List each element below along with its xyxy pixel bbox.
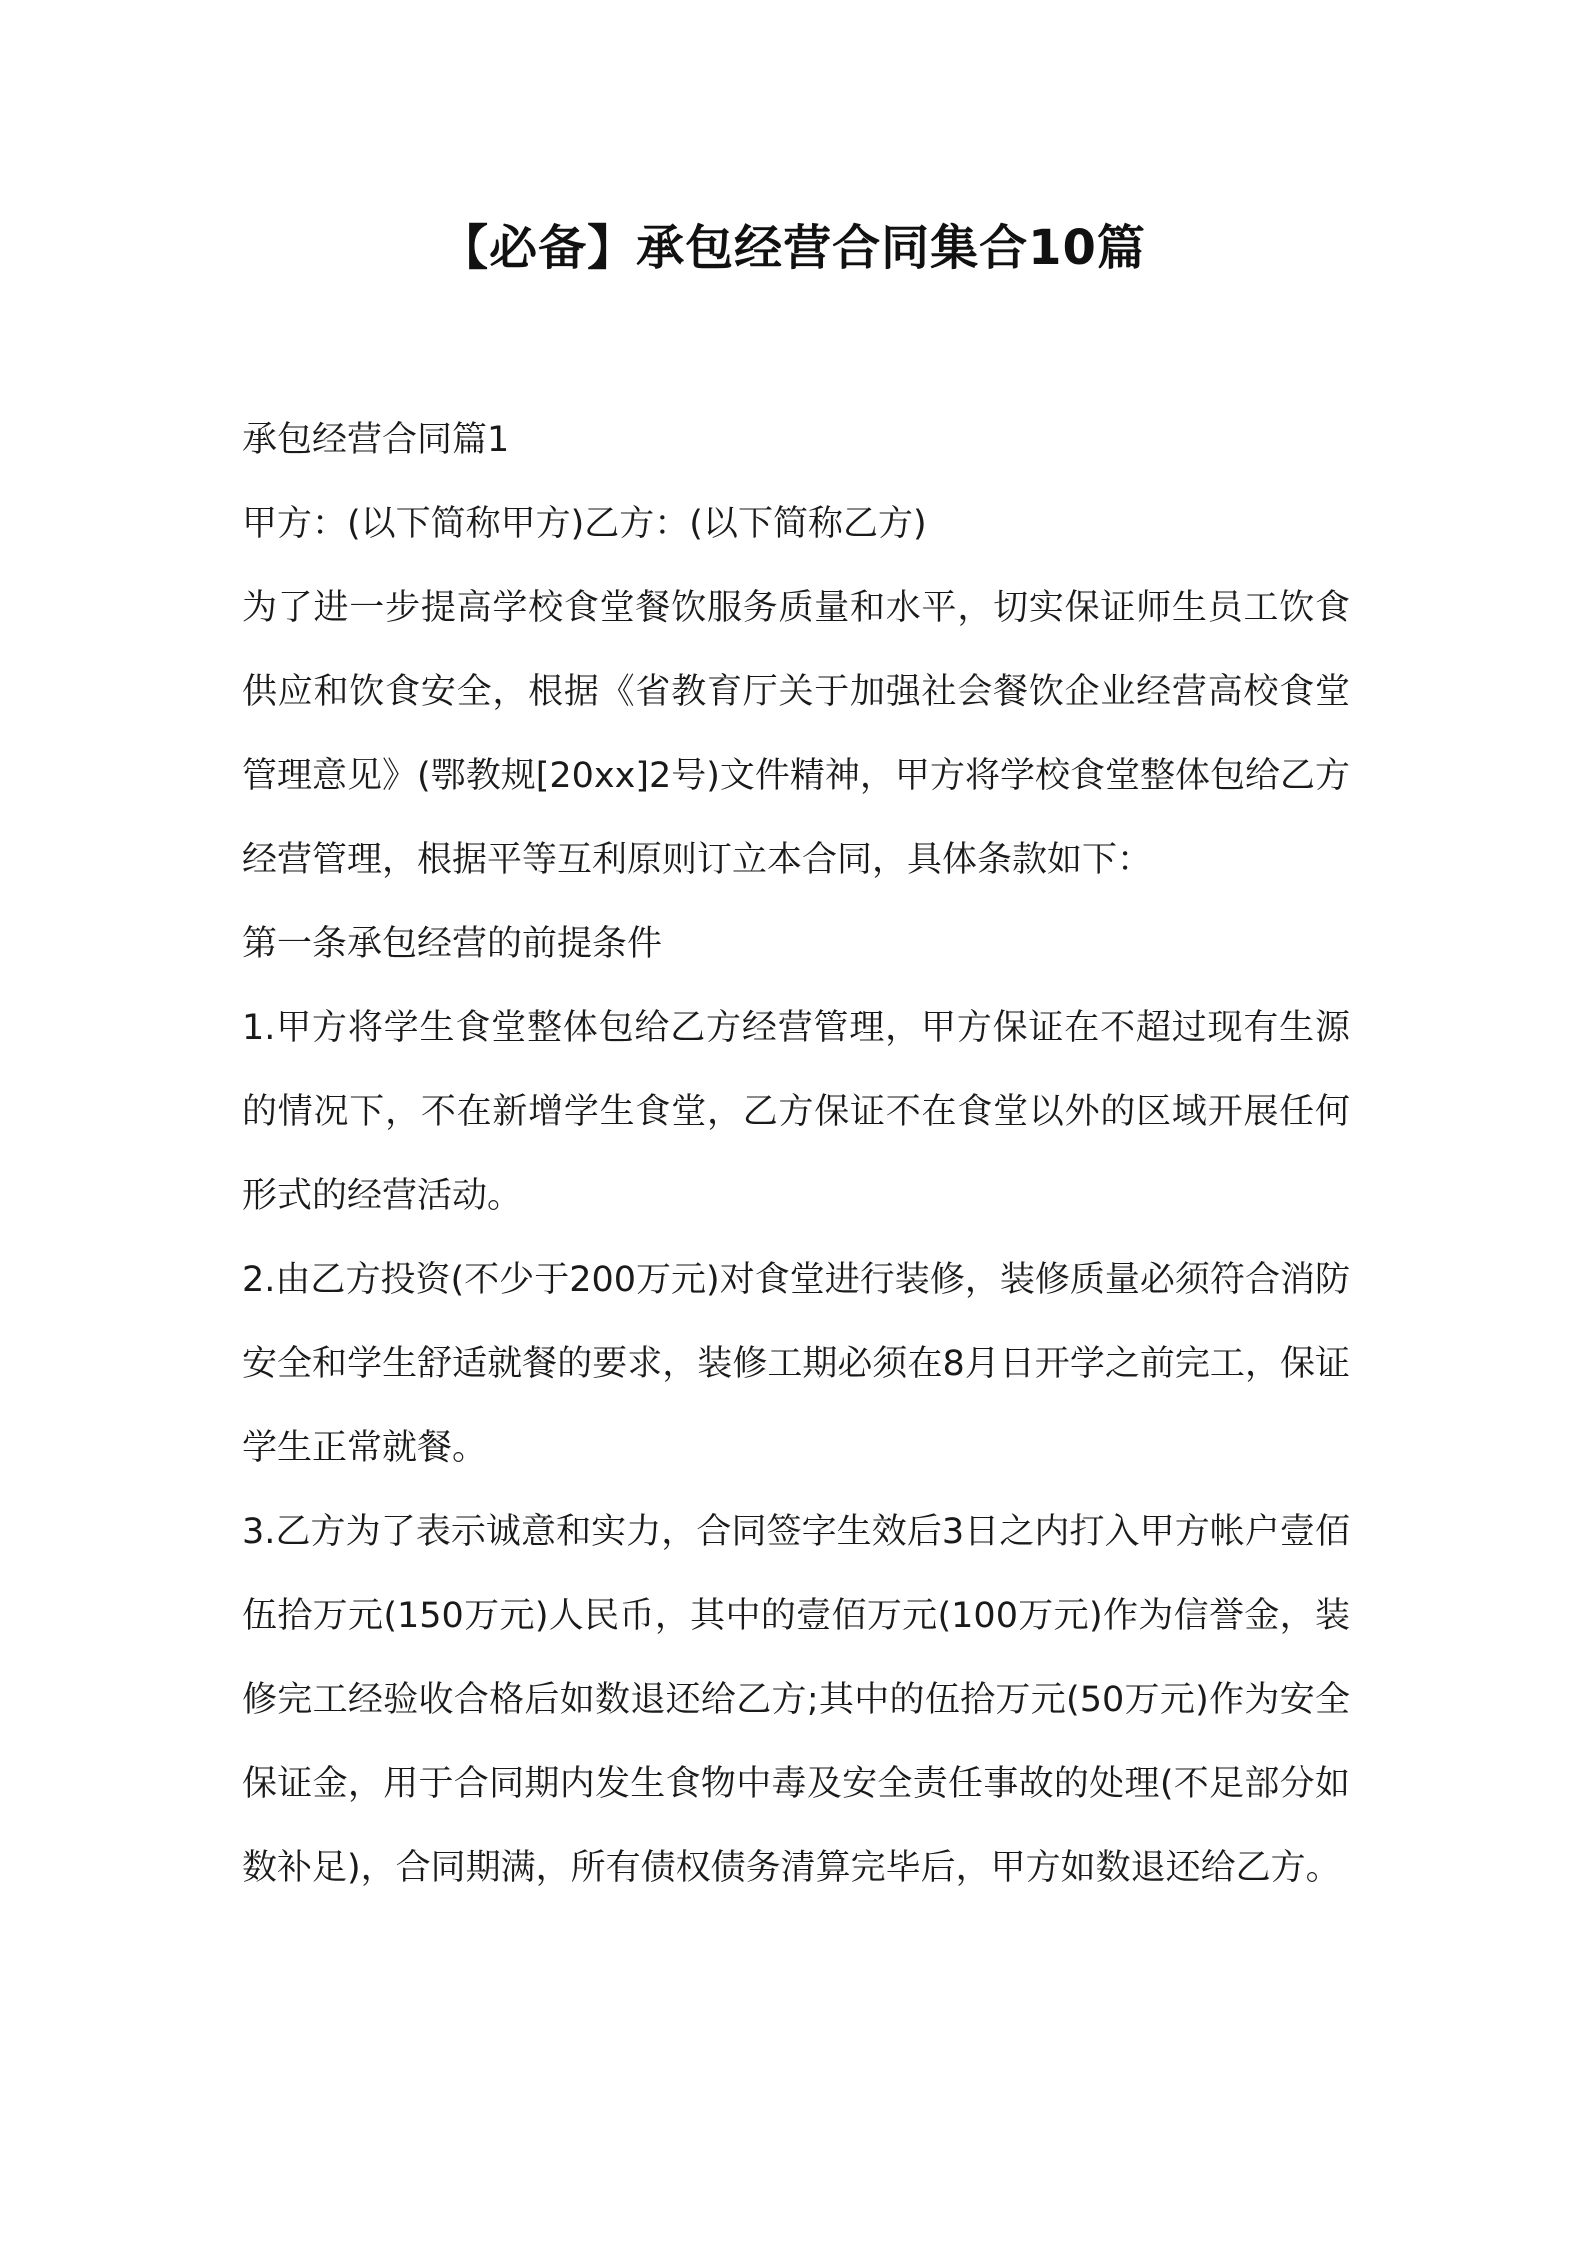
document-title: 【必备】承包经营合同集合10篇 [440, 220, 1146, 276]
section-heading: 承包经营合同篇1 [242, 420, 510, 460]
parties-line: 甲方：(以下简称甲方)乙方：(以下简称乙方) [242, 504, 927, 544]
clause-3: 3.乙方为了表示诚意和实力，合同签字生效后3日之内打入甲方帐户壹佰伍拾万元(150万元)人民币，其中的壹佰万元(100万元)作为信誉金，装修完工经验收合格后如数退还给乙方;其中的伍拾万元(50万元)作为安全保证金，用于合同期内发生食物中毒及安全责任事故的处理(不足部分如数补足)，合同期满，所有债权债务清算完毕后，甲方如数退还给乙方。 [242, 1512, 1350, 1888]
article-heading: 第一条承包经营的前提条件 [242, 924, 663, 964]
document-body [242, 398, 1350, 1910]
clause-2: 2.由乙方投资(不少于200万元)对食堂进行装修，装修质量必须符合消防安全和学生舒适就餐的要求，装修工期必须在8月日开学之前完工，保证学生正常就餐。 [242, 1260, 1350, 1468]
preamble-paragraph: 为了进一步提高学校食堂餐饮服务质量和水平，切实保证师生员工饮食供应和饮食安全，根据《省教育厅关于加强社会餐饮企业经营高校食堂管理意见》(鄂教规[20xx]2号)文件精神，甲方将学校食堂整体包给乙方经营管理，根据平等互利原则订立本合同，具体条款如下： [242, 588, 1350, 880]
clause-1: 1.甲方将学生食堂整体包给乙方经营管理，甲方保证在不超过现有生源的情况下，不在新增学生食堂，乙方保证不在食堂以外的区域开展任何形式的经营活动。 [242, 1008, 1350, 1216]
